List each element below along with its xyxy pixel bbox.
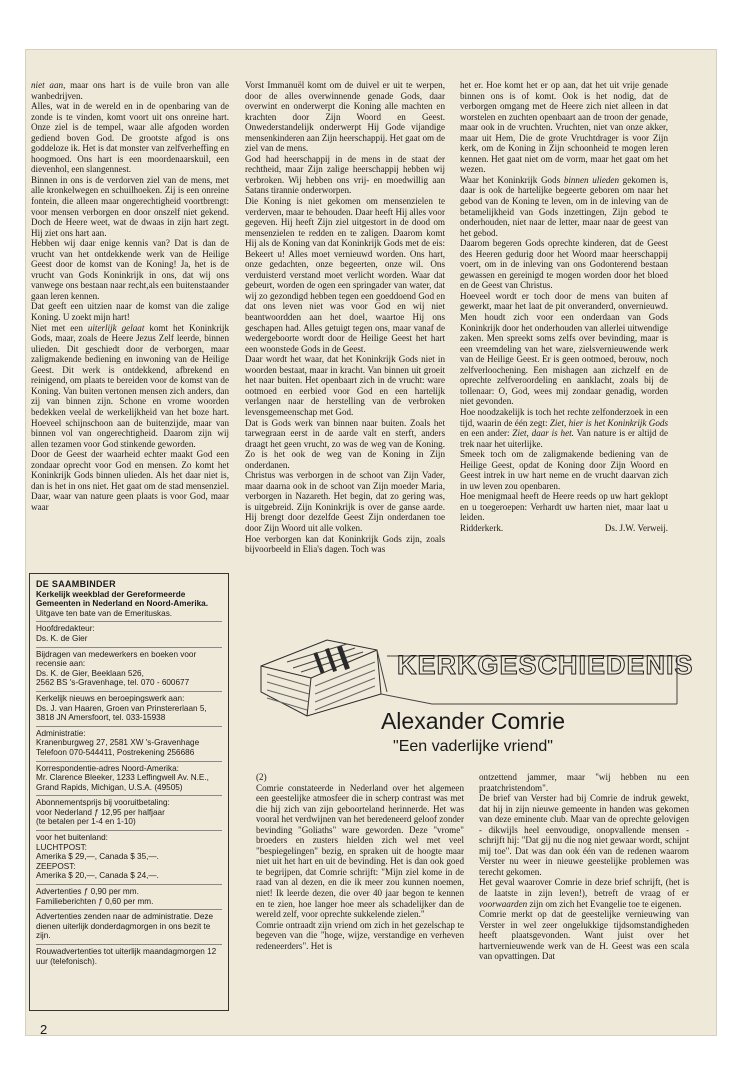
paragraph: Die Koning is niet gekomen om mensenzielen te verderven, maar te behouden. Daar heeft Hij alles voor gegeven. Hij heeft Zijn ziel uitgestort in de dood om mensenzielen te redden en te zaligen. Daarom komt Hij als de Koning van dat Koninkrijk Gods met de eis: Bekeert u! Alles moet vernieuwd worden. Ons hart, onze gedachten, onze begeerten, onze wil. Ons verduisterd verstand moet verlicht worden. Waar dat gebeurt, worden de ogen een springader van water, dat wij zo gezondigd hebben tegen een goeddoend God en dat ons leven niet was voor God en wij niet beantwoordden aan het doel, waartoe Hij ons geschapen had. Alles getuigt tegen ons, maar vanaf de wedergeboorte wordt door de Heilige Geest het hart een woonstede Gods in de Geest. <box>245 196 445 354</box>
paragraph: Hoe noodzakelijk is toch het rechte zelfonderzoek in een tijd, waarin de één zegt: Ziet, hier is het Koninkrijk Gods en een ander: Ziet, daar is het. Van nature is er altijd de trek naar het uiterlijke. <box>460 406 668 449</box>
section-heading: KERKGESCHIEDENIS <box>397 650 694 680</box>
north-america-section <box>36 762 222 797</box>
book-cover-hatch <box>287 644 363 672</box>
subs-nl-price: voor Nederland ƒ 12,95 per halfjaar (te betalen per 1-4 en 1-10) <box>36 807 165 827</box>
paragraph: Waar het Koninkrijk Gods binnen ulieden gekomen is, daar is ook de hartelijke begeerte geboren om naar het gebod van de Koning te leven, om in de inleving van de betamelijkheid van Gods inzettingen, Zijn gebod te onderhouden, niet naar de letter, maar naar de geest van het gebod. <box>460 174 668 238</box>
editor-label: Hoofdredakteur: <box>36 624 95 634</box>
paragraph: Hoeveel wordt er toch door de mens van buiten af gewerkt, maar het laat de pit onveranderd, onvernieuwd. Men houdt zich voor een onderdaan van Gods Koninkrijk door het onderhouden van allerlei uitwendige zaken. Men spreekt soms zelfs over bevinding, maar is een vreemdeling van het ware, zielsvernieuwende werk van de Heilige Geest. Er is geen ootmoed, berouw, noch zelfverloochening. Een mishagen aan zichzelf en de oprechte zelfveroordeling en aanklacht, zoals bij de tollenaar: O, God, wees mij zondaar genadig, worden niet gevonden. <box>460 290 668 407</box>
news-address: Ds. J. van Haaren, Groen van Prinstererlaan 5, 3818 JN Amersfoort, tel. 033-15938 <box>36 703 207 723</box>
abroad-label: voor het buitenland: <box>36 833 108 843</box>
paragraph: Dat is Gods werk van binnen naar buiten. Zoals het tarwegraan eerst in de aarde valt en sterft, anders draagt het geen vrucht, zo was de weg van de Koning. Zo is het ook de weg van de Koning in Zijn onderdanen. <box>245 417 445 470</box>
subs-label: Abonnementsprijs bij vooruitbetaling: <box>36 798 170 808</box>
seamail-label: ZEEPOST: <box>36 861 76 871</box>
article-subtitle: "Een vaderlijke vriend" <box>393 738 553 755</box>
seamail-prices: Amerika $ 20,—, Canada $ 24,—. <box>36 871 159 881</box>
ad-rates: Advertenties ƒ 0,90 per mm. Familieberichten ƒ 0,60 per mm. <box>36 887 154 906</box>
signature-author: Ds. J.W. Verweij. <box>604 522 668 533</box>
sermon-column-2 <box>245 80 445 555</box>
paragraph: het er. Hoe komt het er op aan, dat het uit vrije genade binnen ons is of komt. Ook is het nodig, dat de verborgen omgang met de Heere zich niet alleen in dat worstelen en zuchten openbaart aan de troon der genade, maar ook in de vruchten. Vruchten, niet van onze akker, maar uit Hem, Die de grote Vruchtdrager is voor Zijn kerk, om de Koning in Zijn schoonheid te mogen leren kennen. Het gaat niet om de vorm, maar het gaat om het wezen. <box>460 80 668 175</box>
paragraph: Alles, wat in de wereld en in de openbaring van de zonde is te vinden, komt voort uit ons onreine hart. Onze ziel is de tempel, waar alle afgoden worden gediend boven God. De grootste afgod is ons goddeloze ik. Het is dat monster van zelfverheffing en hoogmoed. Ons hart is een moordenaarskuil, een dievenhol, een slangennest. <box>31 101 229 175</box>
paragraph: Hoe menigmaal heeft de Heere reeds op uw hart geklopt en u toegeroepen: Verhardt uw harten niet, maar laat u leiden. <box>460 491 668 523</box>
contributions-section <box>36 648 222 692</box>
paragraph: ontzettend jammer, maar "wij hebben nu een praatchristendom". <box>479 772 689 793</box>
paragraph: Daar wordt het waar, dat het Koninkrijk Gods niet in woorden bestaat, maar in kracht. Van binnen uit groeit het naar buiten. Het openbaart zich in de vrucht: ware ootmoed en eerbied voor God en een hartelijk verlangen naar de herstelling van de verbroken levensgemeenschap met God. <box>245 354 445 417</box>
page-number: 2 <box>40 1022 48 1037</box>
paragraph: Het geval waarover Comrie in deze brief schrijft, (het is de laatste in zijn leven!), betreft de vraag of er voorwaarden zijn om zich het Evangelie toe te eigenen. <box>479 877 689 909</box>
paragraph: Comrie constateerde in Nederland over het algemeen een geestelijke atmosfeer die in scherp contrast was met die hij zich van zijn geboorteland herinnerde. Het was vooral het verdwijnen van het beredeneerd geloof zonder bevinding "Goliaths" ware geworden. Deze "vrome" broeders en zusters hielden zich wel met veel "bespiegelingen" bezig, en spraken uit de hoogte maar niet uit het hart en uit de bevinding. Het is dan ook goed te begrijpen, dat Comrie schrijft: "Mijn ziel kome in de raad van al dezen, en die ik meer zou kunnen noemen, niet! Ik leerde dezen, die over 40 jaar begon te kennen en te zien, hoe langer hoe meer als schadelijker dan de wereld zelf, voor oprechte sukkelende zielen." <box>256 782 464 920</box>
publication-title: DE SAAMBINDER <box>36 579 116 589</box>
paragraph: Niet met een uiterlijk gelaat komt het Koninkrijk Gods, maar, zoals de Heere Jezus Zelf leerde, binnen ulieden. Dit geschiedt door de verborgen, maar zaligmakende bediening en inwoning van de Heilige Geest. Dit werk is ontdekkend, afbrekend en reinigend, om plaats te bereiden voor de komst van de Koning. Van buiten vertonen mensen zich anders, dan zij van binnen zijn. Schone en vrome woorden bedekken veelal de werkelijkheid van het boze hart. Hoeveel schijnschoon aan de buitenzijde, maar van binnen vol van ongerechtigheid. Daarom zijn wij allen tezamen voor God stinkende geworden. <box>31 322 229 449</box>
signature-line <box>460 523 668 534</box>
colophon-box <box>29 573 229 1011</box>
colophon-header <box>36 578 222 622</box>
paragraph: Christus was verborgen in de schoot van Zijn Vader, maar daarna ook in de schoot van Zijn moeder Maria, verborgen in Nazareth. Het begin, dat zo gering was, is uitgebreid. Zijn Koninkrijk is over de ganse aarde. Hij brengt door dezelfde Geest Zijn onderdanen toe door Zijn Woord uit alle volken. <box>245 470 445 533</box>
publication-subtitle: Kerkelijk weekblad der Gereformeerde Gemeenten in Nederland en Noord-Amerika. <box>36 589 208 609</box>
paragraph: Hebben wij daar enige kennis van? Dat is dan de vrucht van het ontdekkende werk van de Heilige Geest door de komst van de Koning! Ja, het is de vrucht van Gods Koninkrijk in ons, dat wij ons vanwege ons bestaan naar recht,als een buitenstaander gaan leren kennen. <box>31 238 229 301</box>
paragraph: Comrie ontraadt zijn vriend om zich in het gezelschap te begeven van die "hoge, wijze, verstandige en verheven redeneerders". Het is <box>256 919 464 951</box>
article-column-2 <box>479 772 689 962</box>
paragraph: Hoe verborgen kan dat Koninkrijk Gods zijn, zoals bijvoorbeeld in Elia's dagen. Toch was <box>245 533 445 555</box>
subscription-section <box>36 796 222 831</box>
ad-deadline-section <box>36 910 222 945</box>
paragraph: Vorst Immanuël komt om de duivel er uit te werpen, door de alles overwinnende genade Gods, daar overwint en onderwerpt die Koning alle machten en krachten door Zijn Woord en Geest. Onwederstandelijk onderwerpt Hij Gode vijandige mensenkinderen aan Zijn heerschappij. Het gaat om de ziel van de mens. <box>245 80 445 154</box>
contrib-address: Ds. K. de Gier, Beeklaan 526, 2562 BS 's-Gravenhage, tel. 070 - 600677 <box>36 668 190 688</box>
admin-label: Administratie: <box>36 728 86 738</box>
paragraph: Door de Geest der waarheid echter maakt God een zondaar oprecht voor God en mensen. Zo komt het Koninkrijk Gods binnen ulieden. Als het daar niet is, dan is het in ons niet. Het gaat om de stad mensenziel. Daar, waar van nature geen plaats is voor God, maar waar <box>31 449 229 512</box>
article-part-number: (2) <box>256 772 267 782</box>
article-title: Alexander Comrie <box>380 708 566 734</box>
paragraph: niet aan, maar ons hart is de vuile bron van alle wanbedrijven. <box>31 80 229 101</box>
paragraph: Daarom begeren Gods oprechte kinderen, dat de Geest des Heeren gedurig door het Woord maar heerschappij voert, om in de inleving van ons Godonterend bestaan gewassen en gereinigd te mogen worden door het bloed en de Geest van Christus. <box>460 238 668 291</box>
paragraph: God had heerschappij in de mens in de staat der rechtheid, maar Zijn zalige heerschappij hebben wij verbroken. Wij hebben ons vrij- en moedwillig aan Satans tirannie onderworpen. <box>245 153 445 196</box>
signature-place: Ridderkerk. <box>460 522 504 533</box>
article-column-1 <box>256 772 464 951</box>
sermon-column-3 <box>460 80 668 534</box>
paragraph: De brief van Verster had bij Comrie de indruk gewekt, dat hij in zijn nieuwe gemeente in handen was gekomen van deze eminente club. Maar van de oprechte gelovigen - dikwijls heel eenvoudige, onopvallende mensen - schrijft hij: "Dat gij nu die nog niet gewaar wordt, schijnt mij toe". Dat was dan ook één van de redenen waarom Verster nu weer in nieuwe geestelijke problemen was terecht gekomen. <box>479 793 689 877</box>
emeritus-note: Uitgave ten bate van de Emerituskas. <box>36 608 173 618</box>
abroad-section <box>36 831 222 885</box>
airmail-prices: Amerika $ 29,—, Canada $ 35,—. <box>36 852 159 862</box>
news-label: Kerkelijk nieuws en beroepingswerk aan: <box>36 693 185 703</box>
admin-address: Kranenburgweg 27, 2581 XW 's-Gravenhage Telefoon 070-544411, Postrekening 256686 <box>36 738 200 757</box>
administration-section <box>36 727 222 762</box>
paragraph: Comrie merkt op dat de geestelijke vernieuwing van Verster in wel zeer ongelukkige tijdsomstandigheden heeft plaatsgevonden. Want juist over het hartvernieuwende werk van de H. Geest was een scala van opvattingen. Dat <box>479 909 689 962</box>
contrib-label: Bijdragen van medewerkers en boeken voor recensie aan: <box>36 649 197 669</box>
na-label: Korrespondentie-adres Noord-Amerika: <box>36 763 179 773</box>
paragraph: Smeek toch om de zaligmakende bediening van de Heilige Geest, opdat de Koning door Zijn Woord en Geest intrek in uw hart neme en de vrucht daarvan zich in uw leven zou openbaren. <box>460 449 668 491</box>
church-news-section <box>36 692 222 727</box>
mourning-deadline: Rouwadvertenties tot uiterlijk maandagmorgen 12 uur (telefonisch). <box>36 947 217 966</box>
editor-section <box>36 622 222 647</box>
editor-name: Ds. K. de Gier <box>36 633 88 643</box>
na-address: Mr. Clarence Bleeker, 1233 Leffingwell Av. N.E., Grand Rapids, Michigan, U.S.A. (49505) <box>36 773 209 792</box>
book-page-lines <box>267 674 309 710</box>
mourning-section <box>36 945 222 969</box>
ad-deadline: Advertenties zenden naar de administratie. Deze dienen uiterlijk donderdagmorgen in ons bezit te zijn. <box>36 912 214 941</box>
paragraph: Dat geeft een uitzien naar de komst van die zalige Koning. U zoekt mijn hart! <box>31 301 229 323</box>
sermon-column-1 <box>31 80 229 512</box>
advertising-section <box>36 885 222 910</box>
airmail-label: LUCHTPOST: <box>36 842 87 852</box>
paragraph: Binnen in ons is de verdorven ziel van de mens, met alle kronkelwegen en schuilhoeken. Zij is een onreine fontein, die alleen maar ongerechtigheid voortbrengt: voor mensen verborgen en door onszelf niet gekend. Doch de Heere weet, wat de dwaas in zijn hart zegt. Hij ziet ons hart aan. <box>31 174 229 238</box>
